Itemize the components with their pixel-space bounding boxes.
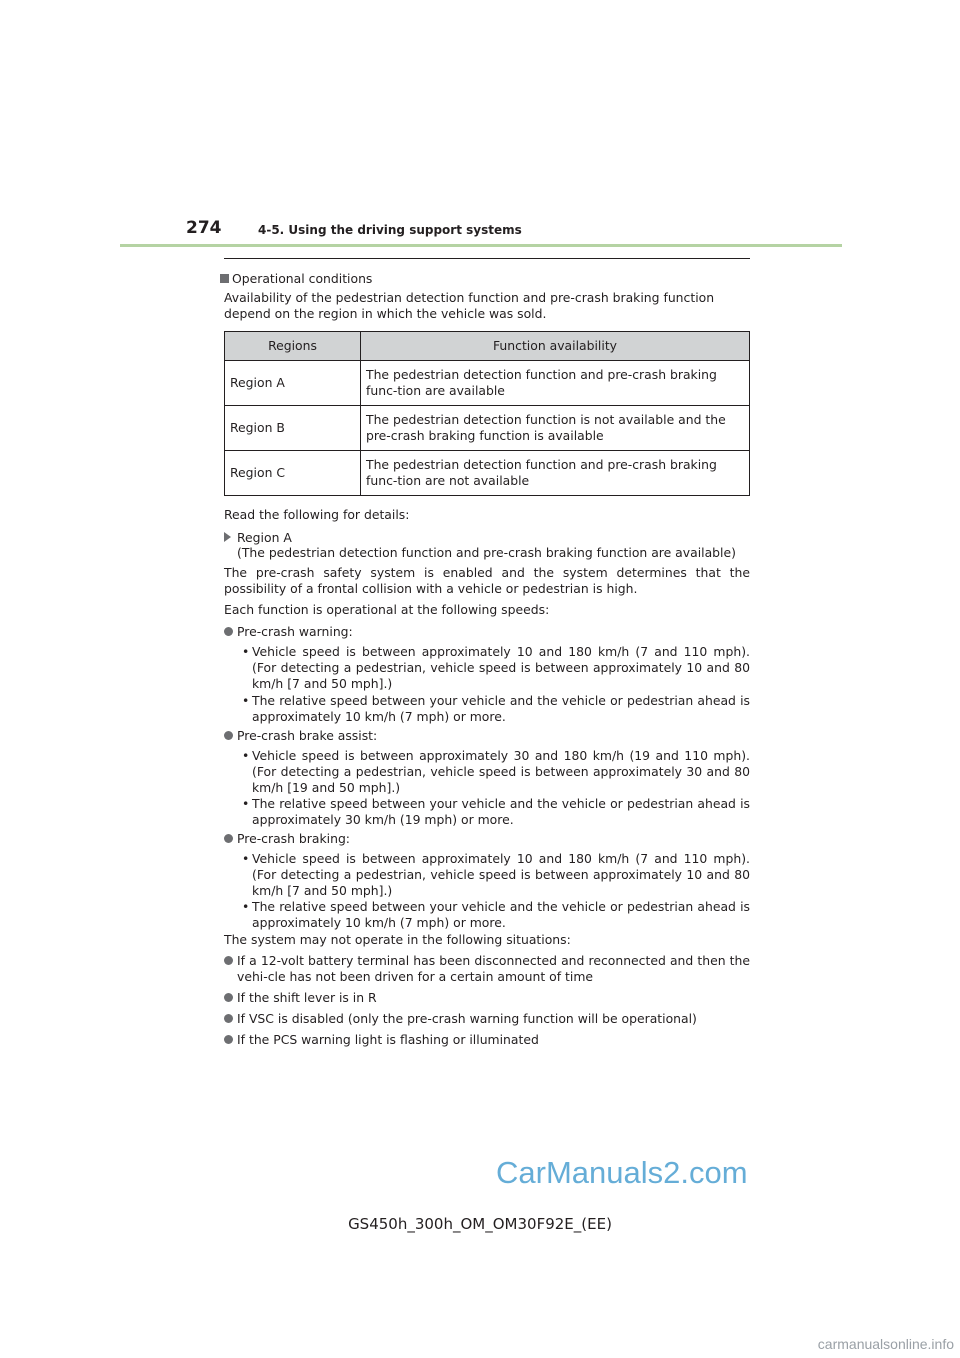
dot-bullet-icon: • bbox=[242, 899, 250, 914]
situation-text: If the PCS warning light is flashing or illuminated bbox=[237, 1032, 539, 1047]
function-title: Pre-crash brake assist: bbox=[237, 728, 378, 743]
function-heading bbox=[224, 624, 750, 640]
table-cell-availability: The pedestrian detection function and pre-crash braking func-tion are not available bbox=[361, 451, 750, 496]
situation-text: If a 12-volt battery terminal has been disconnected and reconnected and then the vehi-cle has not been driven for a certain amount of time bbox=[237, 953, 750, 984]
function-item-text: The relative speed between your vehicle and the vehicle or pedestrian ahead is approximately 10 km/h (7 mph) or more. bbox=[252, 693, 750, 724]
region-a-note: (The pedestrian detection function and pre-crash braking function are available) bbox=[237, 545, 736, 560]
table-cell-availability: The pedestrian detection function is not available and the pre-crash braking function is available bbox=[361, 406, 750, 451]
situation-item bbox=[224, 990, 750, 1006]
region-table bbox=[224, 331, 750, 496]
function-item-text: Vehicle speed is between approximately 10 and 180 km/h (7 and 110 mph). (For detecting a pedestrian, vehicle speed is between approximately 10 and 80 km/h [7 and 50 mph].) bbox=[252, 851, 750, 898]
function-item bbox=[242, 748, 750, 796]
table-cell-availability: The pedestrian detection function and pre-crash braking func-tion are available bbox=[361, 361, 750, 406]
function-item bbox=[242, 899, 750, 931]
table-cell-region: Region A bbox=[225, 361, 361, 406]
paragraph-1: The pre-crash safety system is enabled and the system determines that the possibility of a frontal collision with a vehicle or pedestrian is high. bbox=[224, 565, 750, 596]
function-item bbox=[242, 644, 750, 692]
circle-bullet-icon bbox=[224, 731, 233, 740]
function-item-text: Vehicle speed is between approximately 30 and 180 km/h (19 and 110 mph). (For detecting a pedestrian, vehicle speed is between approximately 30 and 80 km/h [19 and 50 mph].) bbox=[252, 748, 750, 795]
page-number: 274 bbox=[186, 218, 222, 238]
table-cell-region: Region B bbox=[225, 406, 361, 451]
table-header-regions: Regions bbox=[225, 332, 361, 361]
page-header bbox=[120, 218, 842, 248]
function-heading bbox=[224, 728, 750, 744]
circle-bullet-icon bbox=[224, 627, 233, 636]
function-title: Pre-crash warning: bbox=[237, 624, 353, 639]
situation-text: If VSC is disabled (only the pre-crash warning function will be operational) bbox=[237, 1011, 697, 1026]
dot-bullet-icon: • bbox=[242, 748, 250, 763]
situation-text: If the shift lever is in R bbox=[237, 990, 377, 1005]
function-item bbox=[242, 851, 750, 899]
circle-bullet-icon bbox=[224, 834, 233, 843]
section-heading bbox=[220, 271, 372, 287]
function-item-text: The relative speed between your vehicle and the vehicle or pedestrian ahead is approximately 30 km/h (19 mph) or more. bbox=[252, 796, 750, 827]
function-heading bbox=[224, 831, 750, 847]
table-header-row bbox=[225, 332, 750, 361]
section-divider bbox=[224, 258, 750, 259]
situations-intro: The system may not operate in the following situations: bbox=[224, 932, 571, 947]
region-a-heading bbox=[224, 530, 750, 546]
carmanualsonline-watermark: carmanualsonline.info bbox=[817, 1336, 954, 1352]
table-row bbox=[225, 406, 750, 451]
region-a-title: Region A bbox=[237, 530, 292, 545]
function-item-text: The relative speed between your vehicle and the vehicle or pedestrian ahead is approximately 10 km/h (7 mph) or more. bbox=[252, 899, 750, 930]
triangle-arrow-icon bbox=[224, 532, 231, 542]
circle-bullet-icon bbox=[224, 993, 233, 1002]
situation-item bbox=[224, 953, 750, 985]
intro-paragraph: Availability of the pedestrian detection function and pre-crash braking function depend on the region in which the vehicle was sold. bbox=[224, 290, 715, 321]
paragraph-2: Each function is operational at the following speeds: bbox=[224, 602, 550, 617]
square-bullet-icon bbox=[220, 274, 229, 283]
carmanuals-watermark: CarManuals2.com bbox=[496, 1155, 748, 1190]
dot-bullet-icon: • bbox=[242, 693, 250, 708]
table-row bbox=[225, 361, 750, 406]
table-row bbox=[225, 451, 750, 496]
function-item bbox=[242, 693, 750, 725]
section-title: 4-5. Using the driving support systems bbox=[258, 223, 522, 237]
function-title: Pre-crash braking: bbox=[237, 831, 350, 846]
dot-bullet-icon: • bbox=[242, 796, 250, 811]
document-code: GS450h_300h_OM_OM30F92E_(EE) bbox=[348, 1215, 612, 1233]
situation-item bbox=[224, 1011, 750, 1027]
heading-text: Operational conditions bbox=[232, 271, 373, 286]
circle-bullet-icon bbox=[224, 1035, 233, 1044]
table-header-availability: Function availability bbox=[361, 332, 750, 361]
header-rule bbox=[120, 244, 842, 247]
dot-bullet-icon: • bbox=[242, 851, 250, 866]
situation-item bbox=[224, 1032, 750, 1048]
table-cell-region: Region C bbox=[225, 451, 361, 496]
dot-bullet-icon: • bbox=[242, 644, 250, 659]
circle-bullet-icon bbox=[224, 956, 233, 965]
function-item bbox=[242, 796, 750, 828]
function-item-text: Vehicle speed is between approximately 10 and 180 km/h (7 and 110 mph). (For detecting a pedestrian, vehicle speed is between approximately 10 and 80 km/h [7 and 50 mph].) bbox=[252, 644, 750, 691]
circle-bullet-icon bbox=[224, 1014, 233, 1023]
read-following-text: Read the following for details: bbox=[224, 507, 410, 522]
